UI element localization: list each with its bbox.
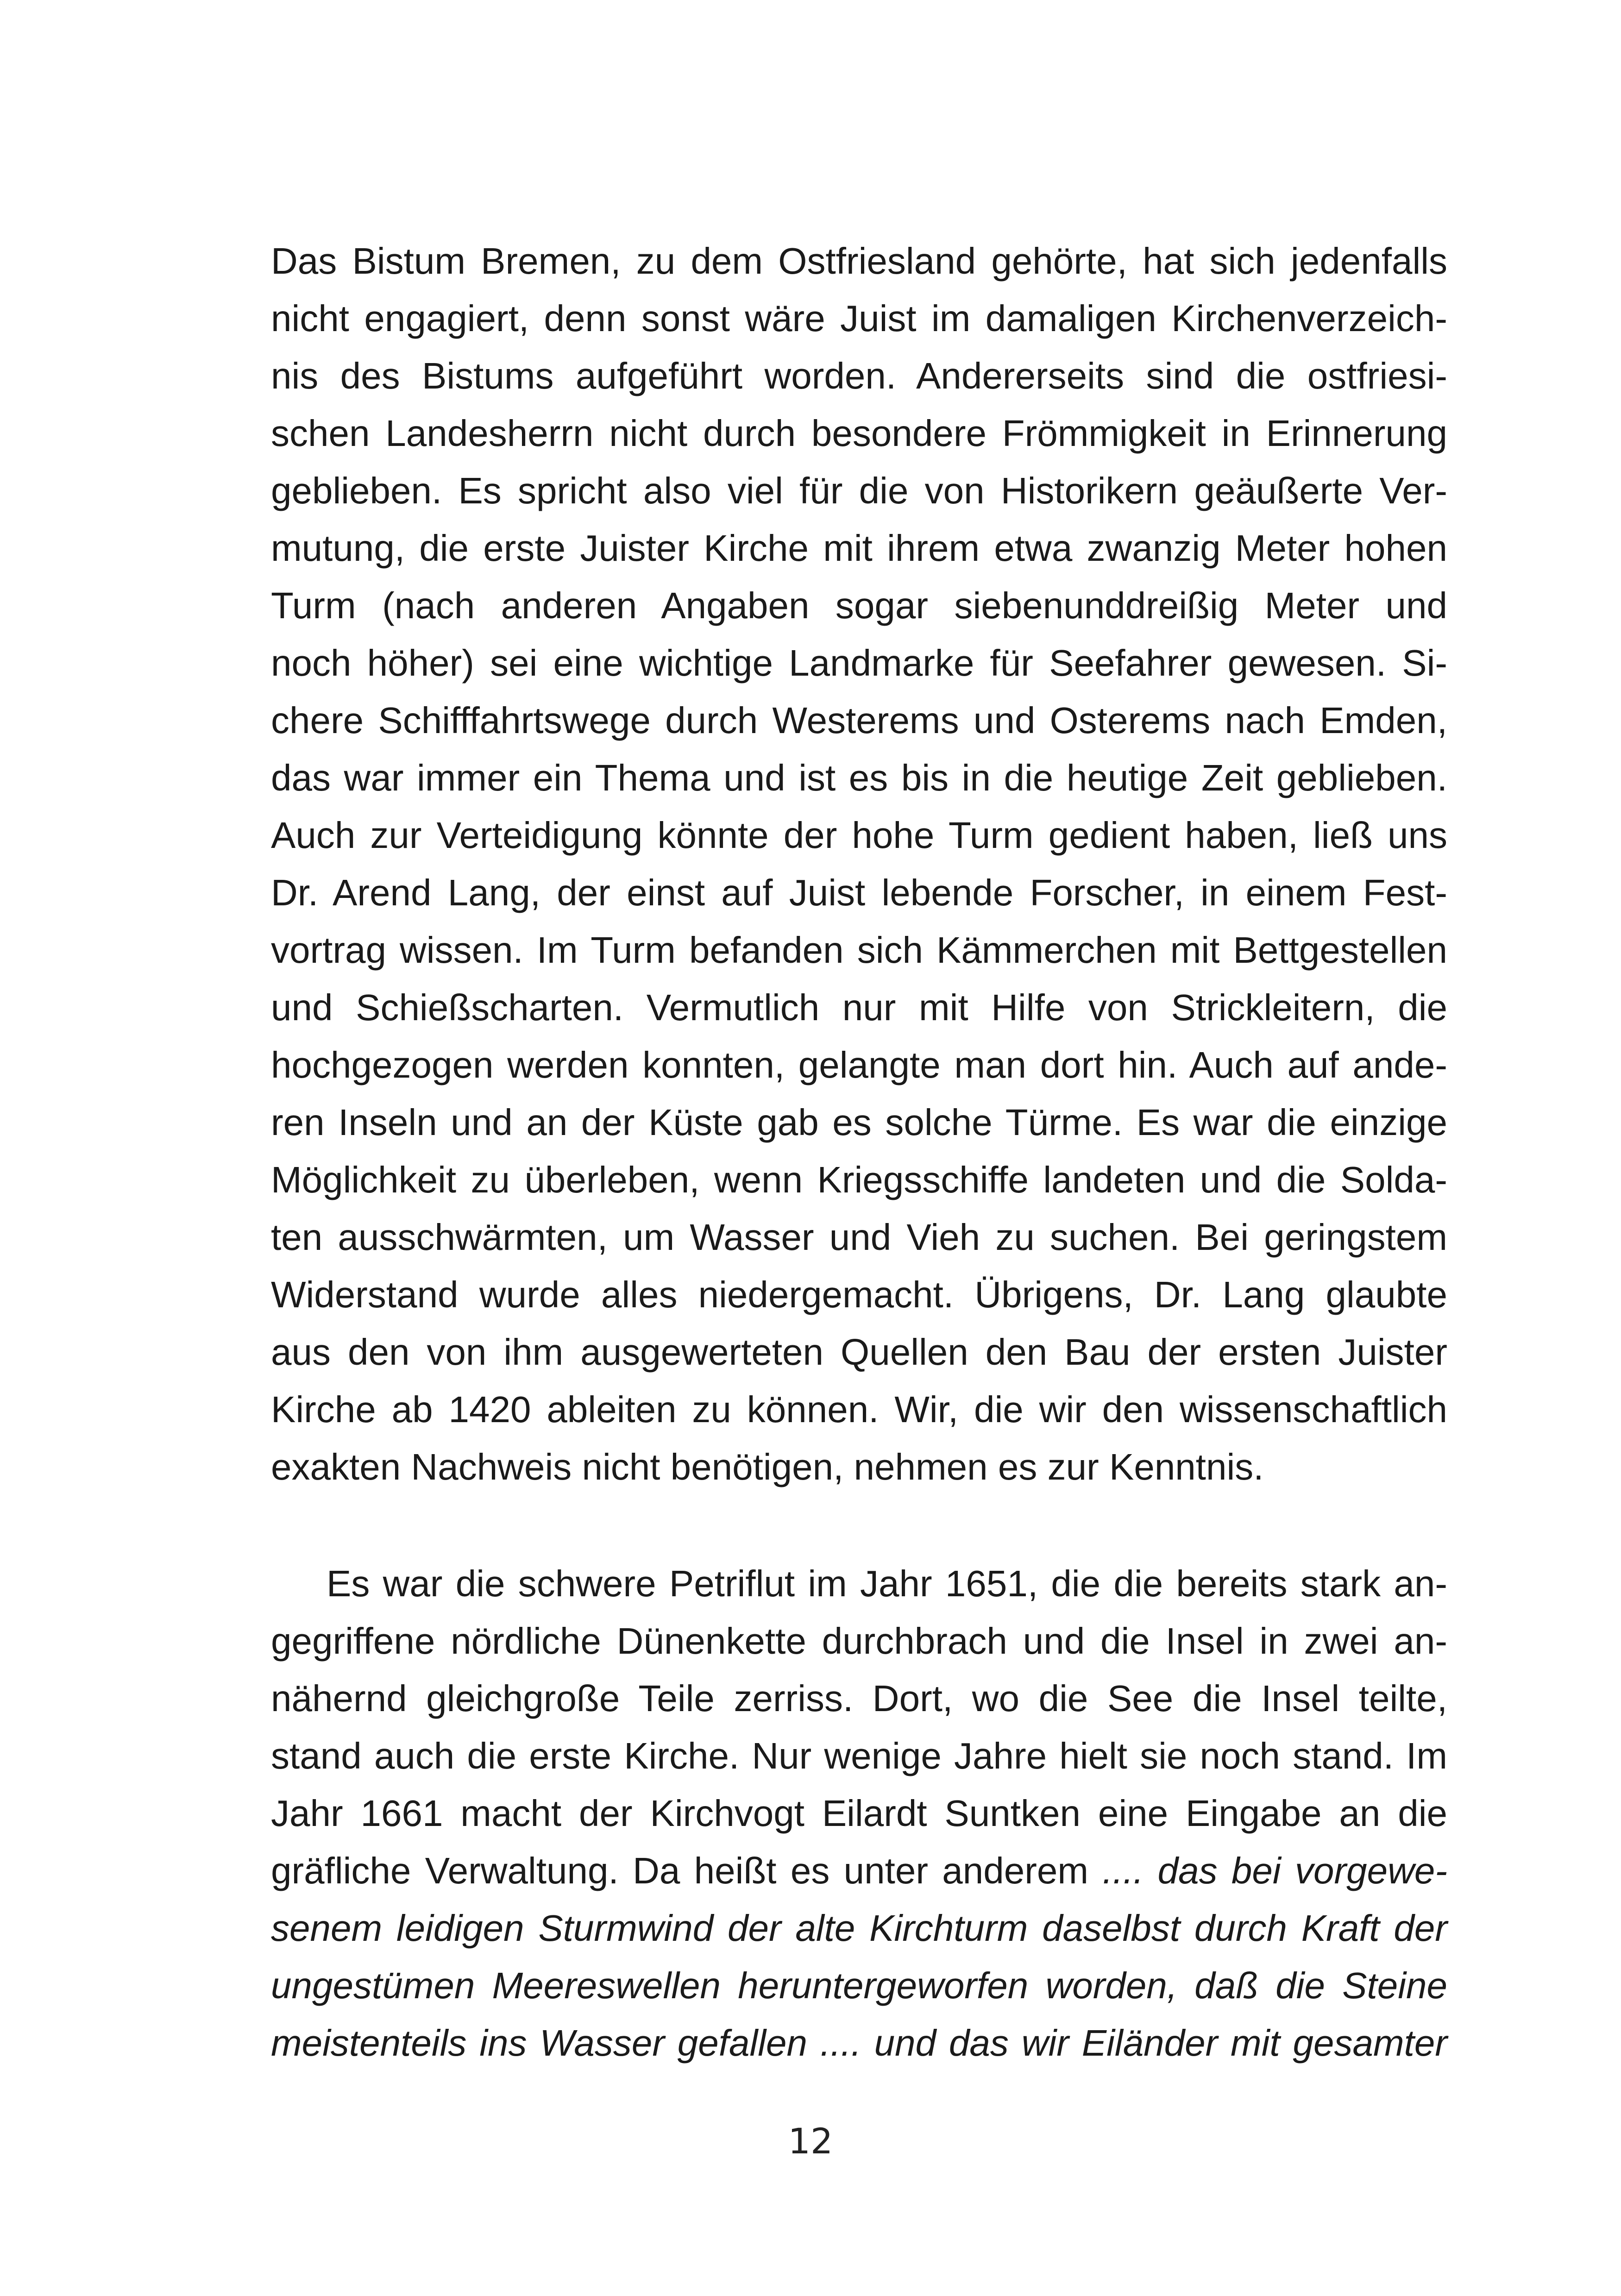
text-line-mixed [271, 1842, 1447, 1900]
text-line: chere Schifffahrtswege durch Westerems und Osterems nach Emden, [271, 700, 1447, 741]
text-line: exakten Nachweis nicht benötigen, nehmen es zur Kenntnis. [271, 1446, 1264, 1487]
text-line: nähernd gleichgroße Teile zerriss. Dort, wo die See die Insel teilte, [271, 1678, 1447, 1719]
text-line: stand auch die erste Kirche. Nur wenige Jahre hielt sie noch stand. Im [271, 1735, 1447, 1776]
text-line: schen Landesherrn nicht durch besondere Frömmigkeit in Erinnerung [271, 413, 1447, 454]
paragraph-2 [271, 1555, 1447, 2072]
text-line: Das Bistum Bremen, zu dem Ostfriesland gehörte, hat sich jedenfalls [271, 240, 1447, 282]
paragraph-1 [271, 232, 1447, 1496]
text-line: aus den von ihm ausgewerteten Quellen den Bau der ersten Juister [271, 1331, 1447, 1373]
text-segment: gräfliche Verwaltung. Da heißt es unter anderem [271, 1850, 1103, 1891]
quote-line: meistenteils ins Wasser gefallen .... und das wir Eiländer mit gesamter [271, 2022, 1447, 2064]
text-line: nis des Bistums aufgeführt worden. Andererseits sind die ostfriesi- [271, 355, 1447, 396]
text-line: gegriffene nördliche Dünenkette durchbrach und die Insel in zwei an- [271, 1620, 1447, 1662]
text-line: ten ausschwärmten, um Wasser und Vieh zu suchen. Bei geringstem [271, 1217, 1447, 1258]
quote-line: senem leidigen Sturmwind der alte Kirchturm daselbst durch Kraft der [271, 1907, 1447, 1949]
text-line: Es war die schwere Petriflut im Jahr 1651, die die bereits stark an- [327, 1563, 1447, 1604]
text-line: das war immer ein Thema und ist es bis in die heutige Zeit geblieben. [271, 757, 1447, 798]
text-line: geblieben. Es spricht also viel für die von Historikern geäußerte Ver- [271, 470, 1447, 511]
text-line: Dr. Arend Lang, der einst auf Juist lebende Forscher, in einem Fest- [271, 872, 1447, 913]
text-line: Kirche ab 1420 ableiten zu können. Wir, die wir den wissenschaftlich [271, 1389, 1447, 1430]
text-line: mutung, die erste Juister Kirche mit ihrem etwa zwanzig Meter hohen [271, 527, 1447, 569]
quote-segment: .... das bei vorgewe- [1102, 1850, 1447, 1891]
quote-line: ungestümen Meereswellen heruntergeworfen worden, daß die Steine [271, 1965, 1447, 2006]
text-line: hochgezogen werden konnten, gelangte man dort hin. Auch auf ande- [271, 1044, 1447, 1085]
text-line: Auch zur Verteidigung könnte der hohe Turm gedient haben, ließ uns [271, 815, 1447, 856]
text-line: noch höher) sei eine wichtige Landmarke für Seefahrer gewesen. Si- [271, 642, 1447, 684]
text-line: vortrag wissen. Im Turm befanden sich Kämmerchen mit Bettgestellen [271, 929, 1447, 971]
text-line: und Schießscharten. Vermutlich nur mit Hilfe von Strickleitern, die [271, 987, 1447, 1028]
text-line: Möglichkeit zu überleben, wenn Kriegsschiffe landeten und die Solda- [271, 1159, 1447, 1200]
text-line: Turm (nach anderen Angaben sogar siebenunddreißig Meter und [271, 585, 1447, 626]
text-line: Widerstand wurde alles niedergemacht. Übrigens, Dr. Lang glaubte [271, 1274, 1447, 1315]
text-line: ren Inseln und an der Küste gab es solche Türme. Es war die einzige [271, 1102, 1447, 1143]
text-line: nicht engagiert, denn sonst wäre Juist im damaligen Kirchenverzeich- [271, 298, 1447, 339]
text-line: Jahr 1661 macht der Kirchvogt Eilardt Suntken eine Eingabe an die [271, 1793, 1447, 1834]
page-number: 12 [788, 2120, 833, 2162]
